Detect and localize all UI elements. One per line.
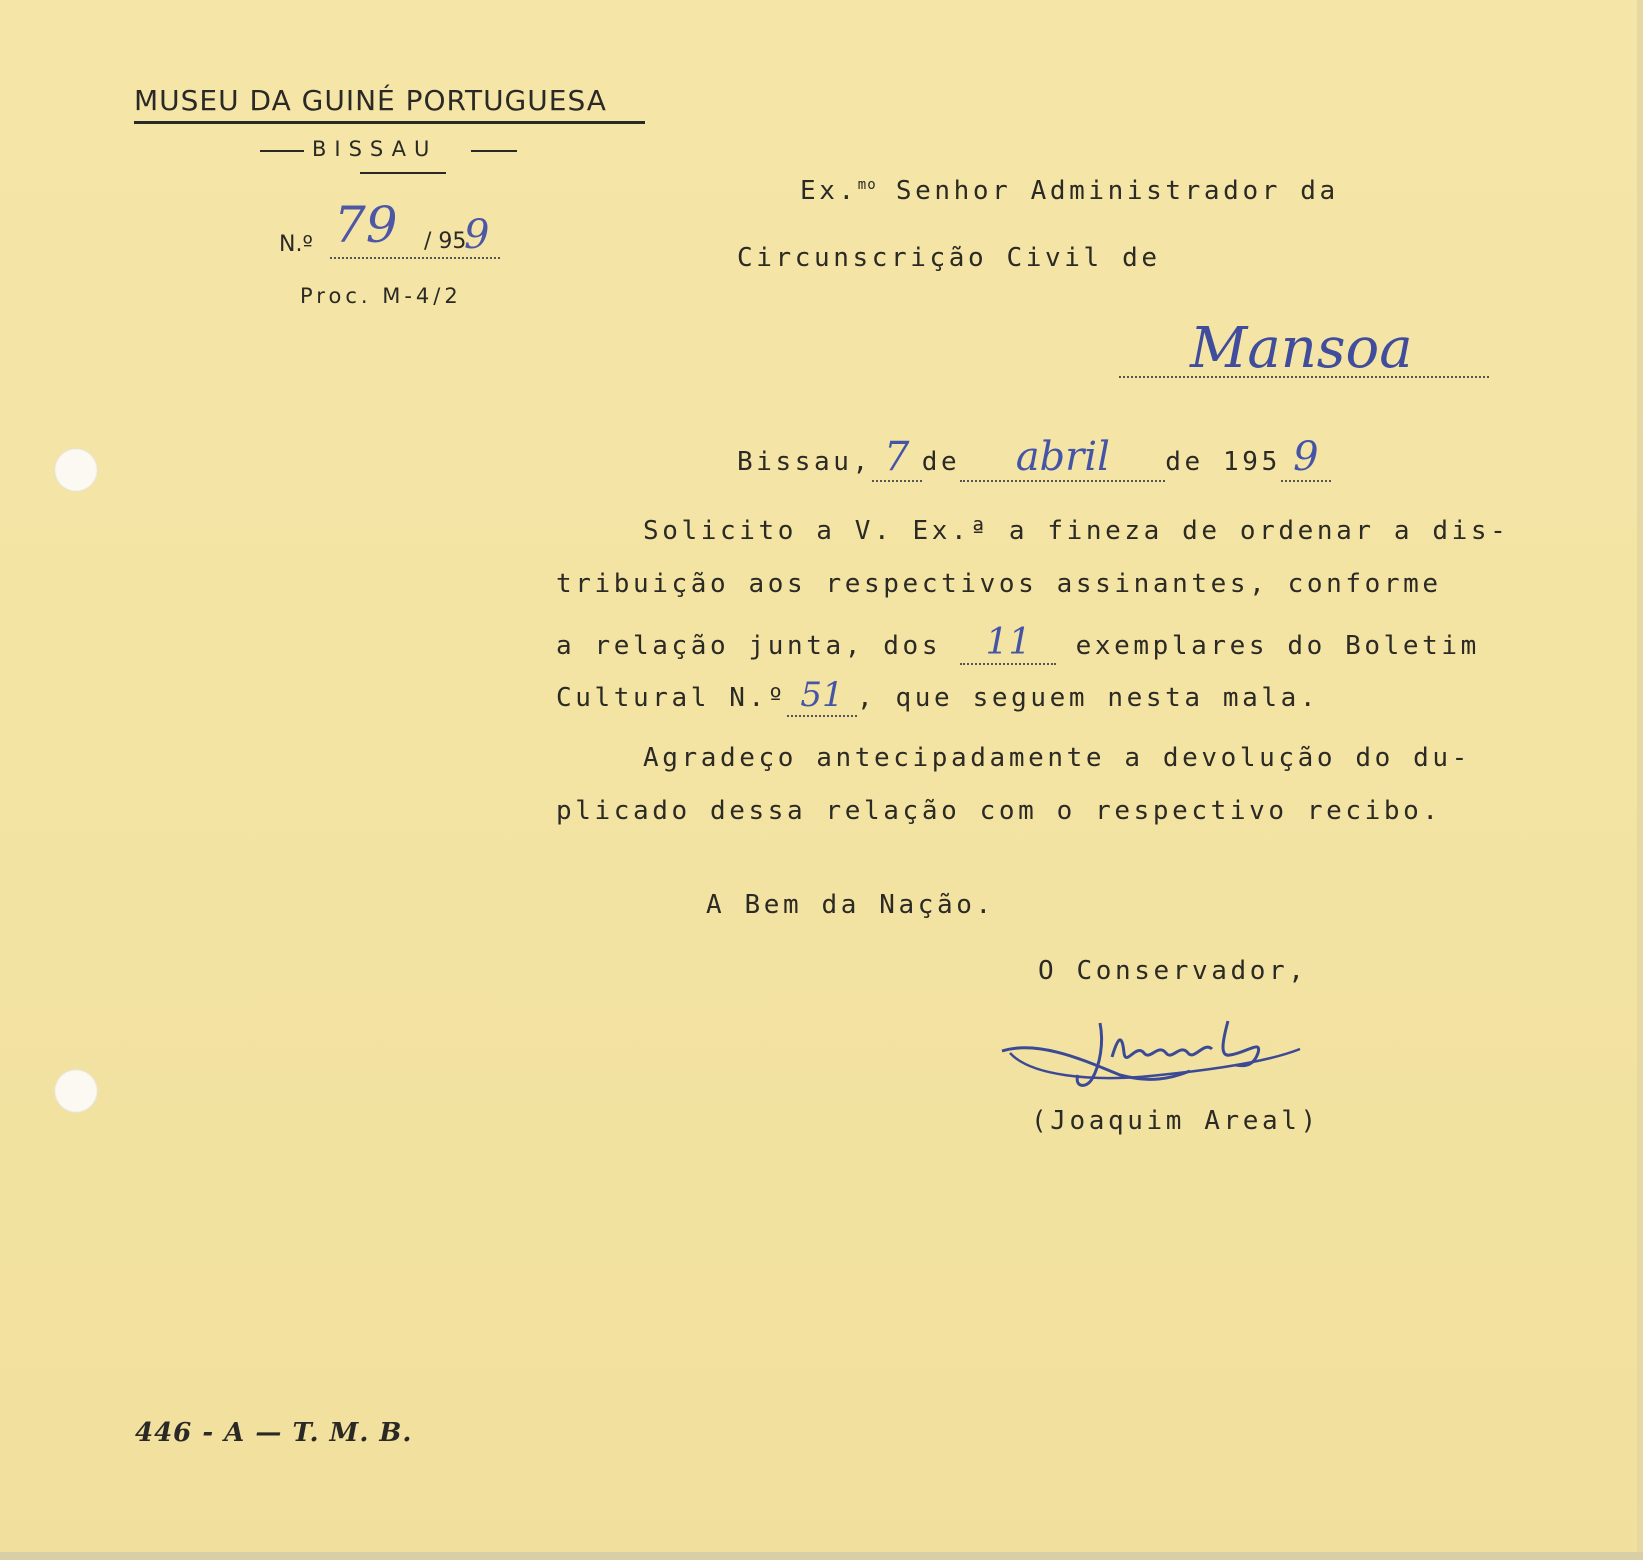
page-edge xyxy=(1637,0,1643,1560)
punch-hole xyxy=(54,1069,98,1113)
date-line xyxy=(737,434,1331,482)
signer-name: (Joaquim Areal) xyxy=(1031,1106,1320,1136)
body-text: exemplares do Boletim xyxy=(1075,631,1480,661)
salutation-rest: Senhor Administrador da xyxy=(876,176,1339,206)
divider xyxy=(260,150,304,152)
process-reference: Proc. M-4/2 xyxy=(300,284,462,308)
divider xyxy=(471,150,517,152)
issue-number: 51 xyxy=(787,675,857,717)
body-text: Cultural N.º xyxy=(556,683,788,713)
body-line: tribuição aos respectivos assinantes, conforme xyxy=(556,569,1442,599)
page-edge xyxy=(0,1552,1643,1560)
body-line xyxy=(556,622,1480,665)
year-prefix: / 95 xyxy=(424,229,467,254)
body-line: Agradeço antecipadamente a devolução do du- xyxy=(643,743,1471,773)
date-month: abril xyxy=(960,434,1165,482)
institution-name: MUSEU DA GUINÉ PORTUGUESA xyxy=(134,84,607,117)
copies-count: 11 xyxy=(960,622,1056,665)
body-text: a relação junta, dos xyxy=(556,631,942,661)
date-city: Bissau, xyxy=(737,447,872,477)
reference-year-digit: 9 xyxy=(464,212,490,258)
salutation-superscript: mo xyxy=(857,177,877,193)
reference-number: 79 xyxy=(334,196,398,254)
date-de: de xyxy=(921,447,961,477)
number-label: N.º xyxy=(279,232,313,257)
signature xyxy=(1000,1013,1330,1109)
date-year-digit: 9 xyxy=(1281,434,1331,482)
signer-role: O Conservador, xyxy=(1038,956,1308,986)
punch-hole xyxy=(54,448,98,492)
body-line: plicado dessa relação com o respectivo recibo. xyxy=(556,796,1442,826)
letterhead-rule xyxy=(134,121,645,124)
letterhead-city: BISSAU xyxy=(312,137,438,161)
divider xyxy=(360,172,446,174)
handwritten-place: Mansoa xyxy=(1190,316,1413,381)
date-year-prefix: de 195 xyxy=(1165,447,1281,477)
closing-motto: A Bem da Nação. xyxy=(706,890,995,920)
salutation-abbrev: Ex. xyxy=(800,176,858,206)
date-day: 7 xyxy=(872,434,922,482)
body-text: , que seguem nesta mala. xyxy=(857,683,1320,713)
addressee-line: Circunscrição Civil de xyxy=(737,243,1161,273)
salutation-line xyxy=(800,176,1339,206)
form-code: 446 - A — T. M. B. xyxy=(135,1418,413,1448)
body-line: Solicito a V. Ex.ª a fineza de ordenar a dis- xyxy=(643,516,1510,546)
body-line xyxy=(556,675,1319,717)
